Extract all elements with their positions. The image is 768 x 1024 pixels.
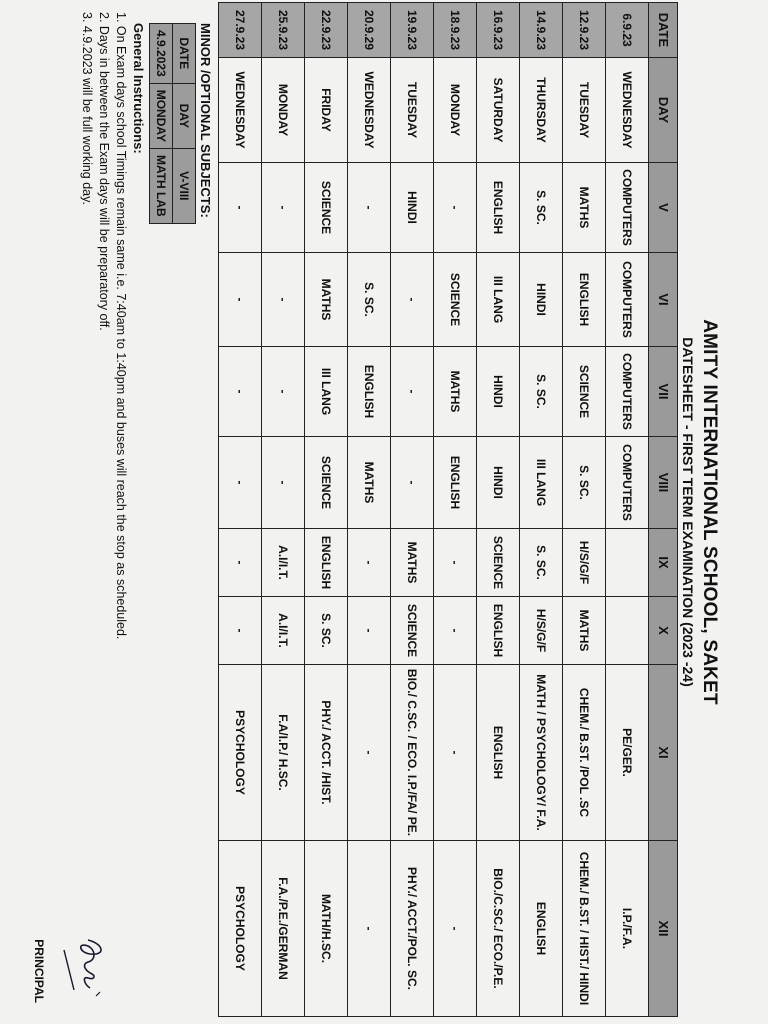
subject-cell: PSYCHOLOGY — [219, 841, 262, 1017]
subject-cell: MATHS — [391, 529, 434, 597]
subject-cell: III LANG — [305, 347, 348, 437]
subject-cell: S. SC. — [520, 529, 563, 597]
subject-cell: ENGLISH — [434, 437, 477, 529]
subject-cell: COMPUTERS — [606, 347, 649, 437]
day-cell: FRIDAY — [305, 58, 348, 163]
minor-header-row — [173, 24, 196, 224]
date-cell: 22.9.23 — [305, 3, 348, 58]
subject-cell: H/S/G/F — [563, 529, 606, 597]
subject-cell: - — [219, 529, 262, 597]
subject-cell: SCIENCE — [305, 437, 348, 529]
minor-header-cell: V-VIII — [173, 148, 196, 223]
subject-cell: SCIENCE — [391, 597, 434, 665]
subject-cell: S. SC. — [563, 437, 606, 529]
day-cell: WEDNESDAY — [348, 58, 391, 163]
subject-cell: I.P./F.A. — [606, 841, 649, 1017]
subject-cell: - — [391, 347, 434, 437]
subject-cell: ENGLISH — [305, 529, 348, 597]
subject-cell: - — [434, 841, 477, 1017]
subject-cell: SCIENCE — [305, 163, 348, 253]
subject-cell: A.I/I.T. — [262, 529, 305, 597]
minor-cell: 4.9.2023 — [150, 24, 173, 84]
subject-cell: III LANG — [520, 437, 563, 529]
subject-cell: ENGLISH — [477, 597, 520, 665]
subject-cell: - — [262, 437, 305, 529]
subject-cell: - — [348, 665, 391, 841]
subject-cell: ENGLISH — [477, 665, 520, 841]
date-cell: 12.9.23 — [563, 3, 606, 58]
table-row — [262, 3, 305, 1017]
subject-cell: CHEM./ B.ST. /POL .SC — [563, 665, 606, 841]
subject-cell: SCIENCE — [563, 347, 606, 437]
subject-cell: PHY./ ACCT. /HIST. — [305, 665, 348, 841]
day-cell: TUESDAY — [391, 58, 434, 163]
instructions-title: General Instructions: — [131, 23, 146, 154]
day-cell: MONDAY — [434, 58, 477, 163]
minor-cell: MATH LAB — [150, 148, 173, 223]
date-cell: 16.9.23 — [477, 3, 520, 58]
subject-cell: - — [219, 253, 262, 347]
subject-cell: BIO./ C.SC. / ECO. I.P./FA/ PE. — [391, 665, 434, 841]
minor-header-cell: DATE — [173, 24, 196, 84]
date-cell: 19.9.23 — [391, 3, 434, 58]
subject-cell: MATHS — [305, 253, 348, 347]
minor-header-cell: DAY — [173, 83, 196, 148]
subject-cell: - — [434, 665, 477, 841]
subject-cell: - — [348, 597, 391, 665]
subject-cell: HINDI — [477, 347, 520, 437]
header-cell: DAY — [649, 58, 678, 163]
subject-cell: - — [348, 841, 391, 1017]
subject-cell: CHEM./ B.ST. / HIST./ HINDI — [563, 841, 606, 1017]
datesheet-subtitle: DATESHEET - FIRST TERM EXAMINATION (2023 -24) — [680, 337, 696, 687]
day-cell: TUESDAY — [563, 58, 606, 163]
minor-subjects-table — [149, 23, 196, 224]
subject-cell — [606, 597, 649, 665]
subject-cell: - — [434, 163, 477, 253]
subject-cell: MATHS — [563, 163, 606, 253]
table-row — [219, 3, 262, 1017]
header-cell: VI — [649, 253, 678, 347]
day-cell: WEDNESDAY — [606, 58, 649, 163]
subject-cell: PHY./ ACCT./POL. SC. — [391, 841, 434, 1017]
header-cell: XI — [649, 665, 678, 841]
instruction-item: 1. On Exam days school Timings remain same i.e. 7:40am to 1:40pm and buses will reach the stop as scheduled. — [114, 12, 128, 640]
subject-cell: MATH/H.SC. — [305, 841, 348, 1017]
table-row — [477, 3, 520, 1017]
subject-cell: ENGLISH — [563, 253, 606, 347]
subject-cell: - — [262, 253, 305, 347]
subject-cell: COMPUTERS — [606, 437, 649, 529]
minor-cell: MONDAY — [150, 83, 173, 148]
subject-cell: ENGLISH — [477, 163, 520, 253]
subject-cell: HINDI — [477, 437, 520, 529]
minor-subjects-title: MINOR /OPTIONAL SUBJECTS: — [198, 23, 213, 218]
date-cell: 27.9.23 — [219, 3, 262, 58]
subject-cell — [606, 529, 649, 597]
minor-row — [150, 24, 173, 224]
table-row — [348, 3, 391, 1017]
subject-cell: COMPUTERS — [606, 253, 649, 347]
table-row — [606, 3, 649, 1017]
subject-cell: - — [219, 597, 262, 665]
subject-cell: - — [262, 163, 305, 253]
date-cell: 25.9.23 — [262, 3, 305, 58]
principal-signature — [56, 930, 118, 1005]
datesheet-table — [218, 2, 678, 1017]
subject-cell: - — [391, 253, 434, 347]
subject-cell: MATH / PSYCHOLOGY/ F.A. — [520, 665, 563, 841]
table-row — [520, 3, 563, 1017]
subject-cell: SCIENCE — [434, 253, 477, 347]
header-row — [649, 3, 678, 1017]
subject-cell: - — [391, 437, 434, 529]
table-row — [391, 3, 434, 1017]
subject-cell: F.A./P.E./GERMAN — [262, 841, 305, 1017]
subject-cell: S. SC. — [305, 597, 348, 665]
subject-cell: PSYCHOLOGY — [219, 665, 262, 841]
subject-cell: ENGLISH — [520, 841, 563, 1017]
header-cell: VII — [649, 347, 678, 437]
subject-cell: HINDI — [520, 253, 563, 347]
subject-cell: PE/GER. — [606, 665, 649, 841]
subject-cell: BIO./C.SC./ ECO./P.E. — [477, 841, 520, 1017]
school-title: AMITY INTERNATIONAL SCHOOL, SAKET — [699, 319, 720, 705]
subject-cell: HINDI — [391, 163, 434, 253]
header-cell: IX — [649, 529, 678, 597]
subject-cell: MATHS — [348, 437, 391, 529]
header-cell: X — [649, 597, 678, 665]
subject-cell: III LANG — [477, 253, 520, 347]
subject-cell: - — [219, 437, 262, 529]
header-cell: DATE — [649, 3, 678, 58]
subject-cell: MATHS — [563, 597, 606, 665]
table-row — [434, 3, 477, 1017]
header-cell: XII — [649, 841, 678, 1017]
day-cell: WEDNESDAY — [219, 58, 262, 163]
subject-cell: MATHS — [434, 347, 477, 437]
header-cell: VIII — [649, 437, 678, 529]
instruction-item: 2. Days in between the Exam days will be preparatory off. — [97, 12, 111, 331]
table-row — [563, 3, 606, 1017]
subject-cell: F.A/I.P./ H.SC. — [262, 665, 305, 841]
subject-cell: COMPUTERS — [606, 163, 649, 253]
date-cell: 14.9.23 — [520, 3, 563, 58]
subject-cell: - — [348, 529, 391, 597]
instruction-item: 3. 4.9.2023 will be full working day. — [80, 12, 94, 205]
subject-cell: - — [434, 529, 477, 597]
subject-cell: - — [434, 597, 477, 665]
principal-label: PRINCIPAL — [32, 939, 46, 1003]
subject-cell: - — [219, 347, 262, 437]
day-cell: MONDAY — [262, 58, 305, 163]
subject-cell: S. SC. — [520, 347, 563, 437]
day-cell: SATURDAY — [477, 58, 520, 163]
date-cell: 18.9.23 — [434, 3, 477, 58]
subject-cell: S. SC. — [348, 253, 391, 347]
subject-cell: ENGLISH — [348, 347, 391, 437]
subject-cell: - — [219, 163, 262, 253]
day-cell: THURSDAY — [520, 58, 563, 163]
subject-cell: SCIENCE — [477, 529, 520, 597]
subject-cell: S. SC. — [520, 163, 563, 253]
date-cell: 6.9.23 — [606, 3, 649, 58]
subject-cell: H/S/G/F — [520, 597, 563, 665]
subject-cell: - — [348, 163, 391, 253]
table-row — [305, 3, 348, 1017]
subject-cell: - — [262, 347, 305, 437]
subject-cell: A.I/I.T. — [262, 597, 305, 665]
date-cell: 20.9.29 — [348, 3, 391, 58]
header-cell: V — [649, 163, 678, 253]
